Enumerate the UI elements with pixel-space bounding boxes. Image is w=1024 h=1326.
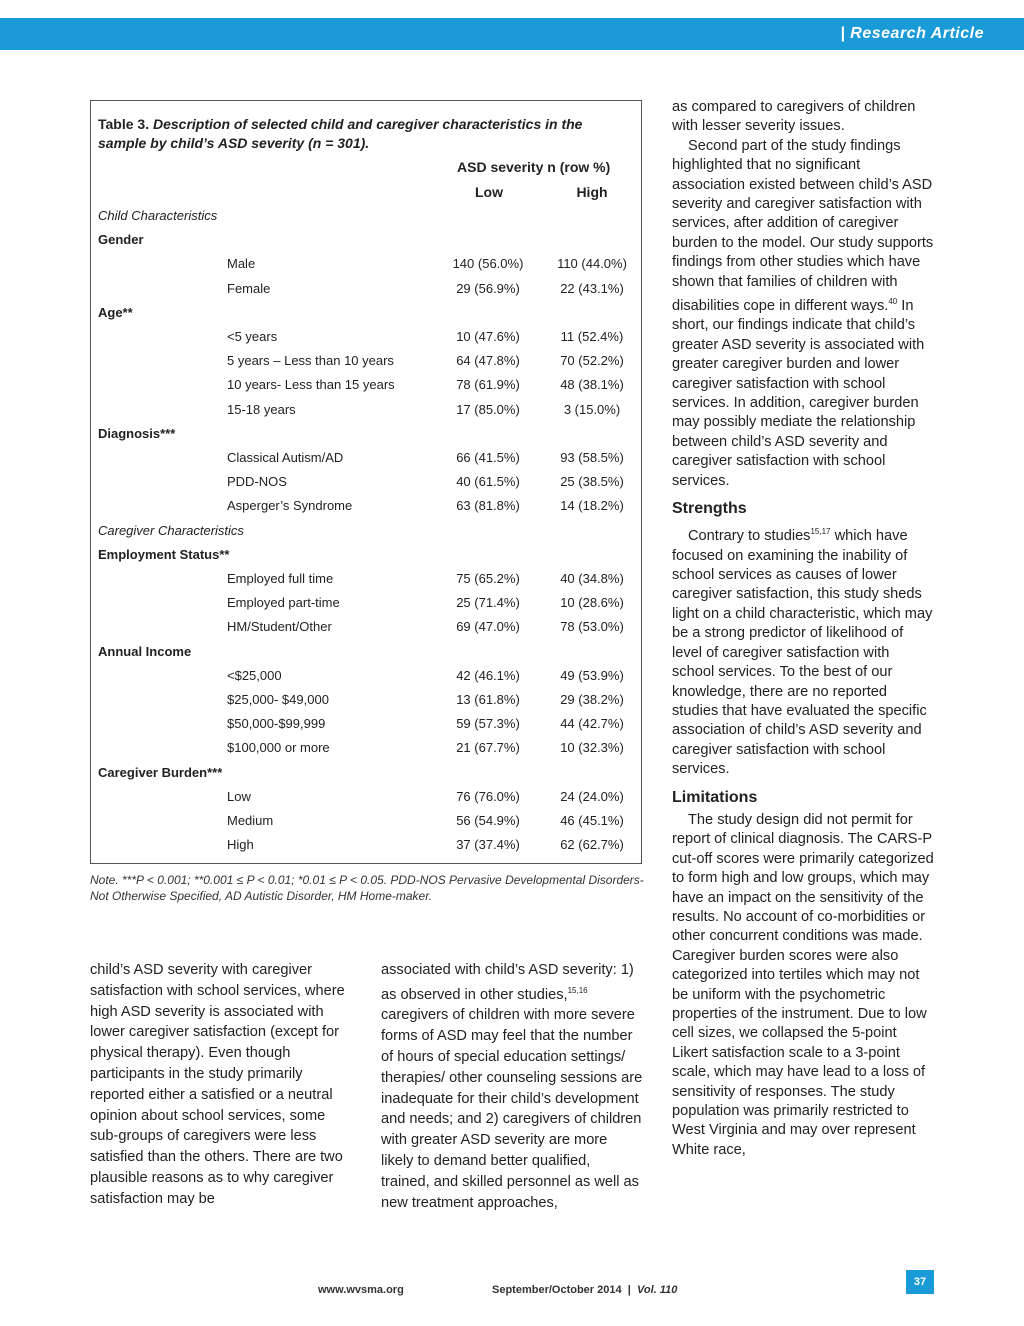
cell-label: Female (227, 280, 271, 296)
cell-high: 49 (53.9%) (560, 667, 624, 683)
cell-high: 110 (44.0%) (557, 256, 627, 272)
cell-high: 48 (38.1%) (560, 377, 624, 393)
table-3 (90, 100, 642, 864)
table-row (91, 668, 641, 688)
section-label: Caregiver Characteristics (98, 522, 244, 538)
cell-label: $25,000- $49,000 (227, 692, 329, 707)
table-row (91, 837, 641, 857)
cell-low: 59 (57.3%) (456, 716, 520, 732)
cell-high: 46 (45.1%) (560, 813, 624, 828)
table-row (91, 256, 641, 276)
cell-low: 69 (47.0%) (456, 619, 520, 635)
cell-low: 21 (67.7%) (456, 740, 520, 756)
cell-label: Employed full time (227, 571, 334, 586)
cell-low: 75 (65.2%) (456, 571, 520, 586)
cell-label: 10 years- Less than 15 years (227, 377, 395, 393)
table-group-row (91, 765, 641, 785)
group-label: Annual Income (98, 643, 192, 659)
header-bar (0, 18, 1024, 50)
cell-high: 29 (38.2%) (560, 692, 624, 707)
group-label: Caregiver Burden*** (98, 764, 223, 780)
right-paragraph-1: as compared to caregivers of children with lesser severity issues. (672, 99, 916, 135)
cell-label: Male (227, 256, 256, 272)
group-header: ASD severity n (row %) (457, 159, 611, 175)
body-column-1 (90, 960, 352, 1210)
cell-label: <5 years (227, 329, 278, 344)
cell-low: 25 (71.4%) (456, 595, 520, 611)
right-paragraph-2 (672, 137, 934, 491)
table-row (91, 450, 641, 470)
table-row (91, 740, 641, 760)
cell-low: 40 (61.5%) (456, 474, 520, 490)
table-row (91, 377, 641, 397)
table-row (91, 329, 641, 349)
cell-low: 140 (56.0%) (452, 256, 524, 272)
cell-label: PDD-NOS (227, 474, 287, 490)
cell-label: $100,000 or more (227, 740, 330, 756)
col2-text-b: caregivers of children with more severe forms of ASD may feel that the number of hours of special education settings/ therapies/ other counseling sessions are inadequate for their child’s development and needs; and 2) caregivers of children with greater ASD severity are more likely to demand better qualified, trained, and skilled personnel as well as new treatment approaches, (381, 1007, 643, 1211)
table-row (91, 353, 641, 373)
cell-low: 42 (46.1%) (456, 667, 520, 683)
cell-high: 14 (18.2%) (560, 498, 624, 514)
right-p2-citation: 40 (888, 297, 898, 307)
group-label: Employment Status** (98, 546, 230, 562)
cell-low: 37 (37.4%) (456, 837, 520, 853)
table-group-row (91, 426, 641, 446)
cell-low: 17 (85.0%) (456, 401, 520, 417)
cell-low: 63 (81.8%) (456, 498, 520, 514)
caption-text: Description of selected child and caregiver characteristics in the sample by child’s ASD severity (n = 301). (98, 116, 583, 151)
footer-issue (492, 1284, 677, 1296)
col2-text-a: associated with child’s ASD severity: 1) as observed in other studies, (381, 962, 634, 1003)
cell-low: 66 (41.5%) (456, 450, 520, 465)
cell-high: 62 (62.7%) (560, 837, 624, 853)
col-header-low: Low (475, 184, 503, 200)
cell-label: <$25,000 (227, 667, 282, 683)
table-section-row (91, 208, 641, 228)
heading-strengths: Strengths (672, 499, 747, 517)
cell-high: 25 (38.5%) (560, 474, 624, 490)
table-row (91, 595, 641, 615)
col-header-high: High (576, 184, 608, 200)
caption-label: Table 3. (98, 116, 150, 132)
section-tag: | Research Article (840, 25, 984, 42)
col2-citation: 15,16 (567, 985, 588, 995)
heading-limitations: Limitations (672, 788, 758, 806)
table-row (91, 716, 641, 736)
cell-high: 93 (58.5%) (560, 450, 624, 465)
group-label: Age** (98, 304, 133, 320)
cell-high: 3 (15.0%) (563, 401, 621, 417)
right-p2-text-a: Second part of the study findings highlighted that no significant association existed between child’s ASD severity and caregiver satisfaction with services, after addition of caregiver burden to the model. Our study supports findings from other studies which have shown that families of children with disabilities cope in different ways. (672, 137, 934, 314)
body-column-2 (381, 960, 643, 1213)
table-row (91, 789, 641, 809)
cell-label: 15-18 years (227, 401, 296, 417)
strengths-paragraph (672, 522, 934, 779)
cell-high: 24 (24.0%) (560, 788, 624, 804)
footer-separator: | (627, 1284, 631, 1296)
cell-high: 70 (52.2%) (560, 353, 624, 369)
limitations-paragraph: The study design did not permit for report of clinical diagnosis. The CARS-P cut-off scores were primarily categorized to form high and low groups, which may have an impact on the sensitivity of the results. No account of co-morbidities or other concurrent conditions was made. Caregiver burden scores were also categorized into tertiles which may not be uniform with the psychometric properties of the instrument. Due to low cell sizes, we collapsed the 5-point Likert satisfaction scale to a 3-point scale, which may have lead to a loss of sensitivity of responses. The study population was primarily restricted to West Virginia and may over represent White race, (672, 811, 934, 1158)
table-caption (98, 115, 633, 153)
col1-paragraph: child’s ASD severity with caregiver satisfaction with school services, where high ASD severity is associated with lower caregiver satisfaction (except for physical therapy). Even though participants in the study primarily reported either a satisfied or a neutral opinion about school services, some sub-groups of caregivers were less satisfied than the others. There are two plausible reasons as to why caregiver satisfaction may be (90, 962, 345, 1207)
table-group-row (91, 305, 641, 325)
right-p2-text-b: In short, our findings indicate that child’s greater ASD severity is associated with greater caregiver burden and lower caregiver satisfaction with school services. In addition, caregiver burden may possibly mediate the relationship between child’s ASD severity and caregiver satisfaction with school services. (672, 297, 925, 489)
footer-issue-date: September/October 2014 (492, 1284, 622, 1296)
col2-paragraph (381, 960, 643, 1213)
page-number: 37 (906, 1270, 934, 1294)
cell-label: 5 years – Less than 10 years (227, 353, 394, 369)
cell-label: Asperger’s Syndrome (227, 498, 353, 514)
cell-label: $50,000-$99,999 (227, 716, 326, 732)
table-row (91, 402, 641, 422)
cell-high: 10 (28.6%) (560, 595, 624, 611)
cell-low: 10 (47.6%) (456, 329, 520, 344)
table-row (91, 281, 641, 301)
table-row (91, 498, 641, 518)
cell-high: 44 (42.7%) (560, 716, 624, 732)
cell-label: Medium (227, 813, 274, 828)
cell-label: Low (227, 788, 251, 804)
cell-low: 29 (56.9%) (456, 280, 520, 296)
table-row (91, 571, 641, 591)
table-group-row (91, 232, 641, 252)
cell-high: 10 (32.3%) (560, 740, 624, 756)
table-row (91, 813, 641, 833)
cell-label: High (227, 837, 254, 853)
table-row (91, 692, 641, 712)
cell-low: 56 (54.9%) (456, 813, 520, 828)
cell-high: 11 (52.4%) (560, 329, 624, 344)
footer-volume: Vol. 110 (636, 1284, 678, 1296)
table-note: Note. ***P < 0.001; **0.001 ≤ P < 0.01; *0.01 ≤ P < 0.05. PDD-NOS Pervasive Developmental Disorders-Not Otherwise Specified, AD Autistic Disorder, HM Home-maker. (90, 873, 644, 903)
body-column-3 (672, 98, 934, 1160)
cell-high: 78 (53.0%) (560, 619, 624, 635)
group-label: Diagnosis*** (98, 425, 176, 441)
group-label: Gender (98, 232, 144, 248)
cell-low: 78 (61.9%) (456, 377, 520, 393)
section-label: Child Characteristics (98, 208, 218, 223)
table-row (91, 474, 641, 494)
table-group-row (91, 547, 641, 567)
table-group-row (91, 644, 641, 664)
strengths-text-a: Contrary to studies (688, 528, 811, 545)
table-section-row (91, 523, 641, 543)
footer-website[interactable]: www.wvsma.org (318, 1284, 404, 1296)
cell-high: 40 (34.8%) (560, 571, 624, 586)
cell-label: Employed part-time (227, 595, 340, 611)
cell-low: 64 (47.8%) (456, 353, 520, 369)
cell-low: 76 (76.0%) (456, 788, 520, 804)
cell-label: HM/Student/Other (227, 619, 332, 635)
table-row (91, 619, 641, 639)
cell-low: 13 (61.8%) (456, 692, 520, 707)
cell-label: Classical Autism/AD (227, 450, 344, 465)
strengths-text-b: which have focused on examining the inability of school services as causes of lower caregiver satisfaction, this study sheds light on a child characteristic, which may be a strong predictor of likelihood of level of caregiver satisfaction with school services. To the best of our knowledge, there are no reported studies that have evaluated the specific association of child’s ASD severity and caregiver satisfaction with school services. (672, 528, 933, 778)
cell-high: 22 (43.1%) (560, 280, 624, 296)
strengths-citation: 15,17 (810, 527, 831, 537)
